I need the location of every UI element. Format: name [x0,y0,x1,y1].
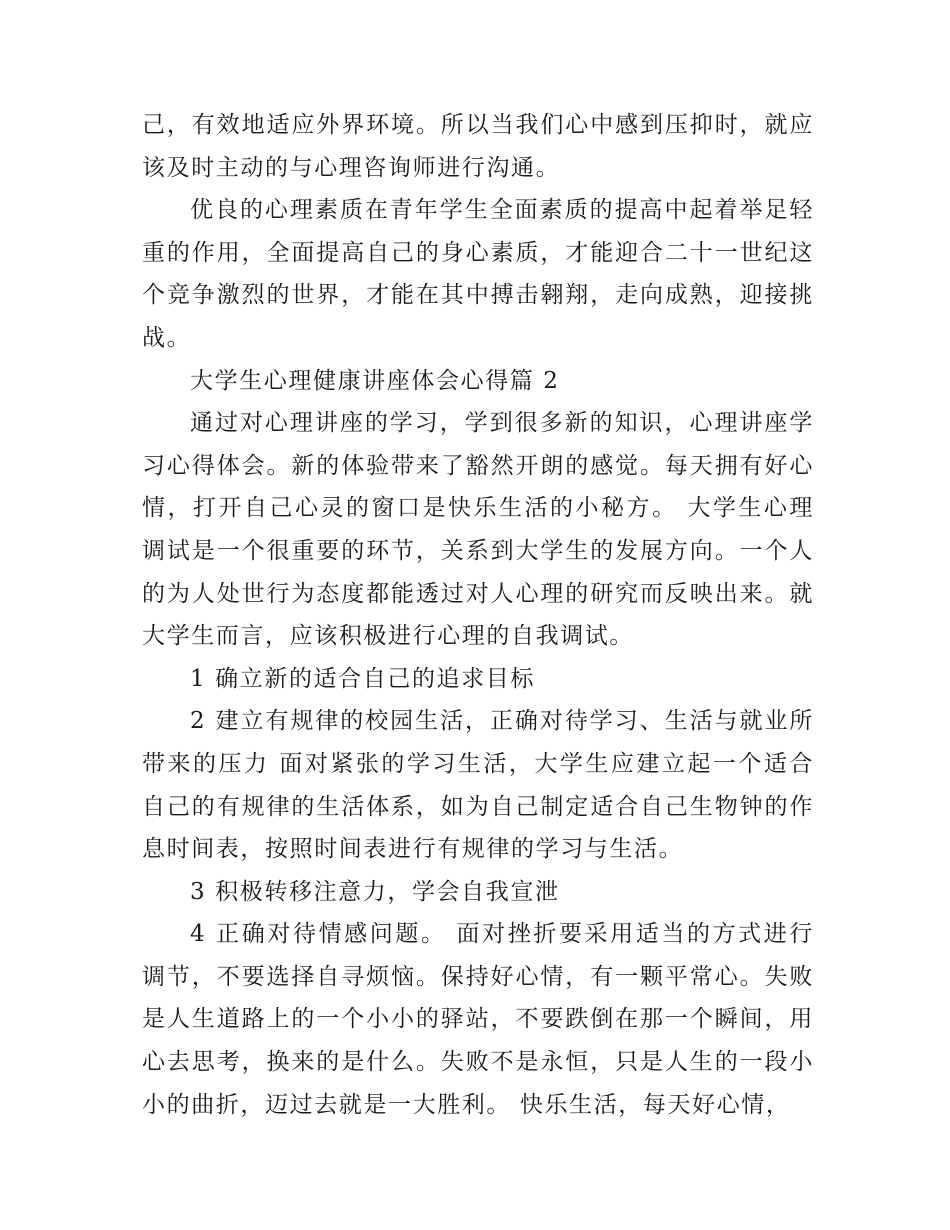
list-item-4: 4 正确对待情感问题。 面对挫折要采用适当的方式进行调节，不要选择自寻烦恼。保持好心情，有一颗平常心。失败是人生道路上的一个小小的驿站，不要跌倒在那一个瞬间，用心去思考，换来的是什么。失败不是永恒，只是人生的一段小小的曲折，迈过去就是一大胜利。 快乐生活，每天好心情， [142,921,814,1118]
paragraph-lecture-experience: 通过对心理讲座的学习，学到很多新的知识，心理讲座学习心得体会。新的体验带来了豁然开朗的感觉。每天拥有好心情，打开自己心灵的窗口是快乐生活的小秘方。 大学生心理调试是一个很重要的环节，关系到大学生的发展方向。一个人的为人处世行为态度都能透过对人心理的研究而反映出来。就大学生而言，应该积极进行心理的自我调试。 [142,410,814,650]
list-item-3: 3 积极转移注意力，学会自我宣泄 [190,878,560,905]
document-body [142,104,814,1126]
section-heading: 大学生心理健康讲座体会心得篇 2 [190,367,560,394]
paragraph-continuation: 己，有效地适应外界环境。所以当我们心中感到压抑时，就应该及时主动的与心理咨询师进行沟通。 [142,112,814,181]
paragraph-psychological-quality: 优良的心理素质在青年学生全面素质的提高中起着举足轻重的作用，全面提高自己的身心素质，才能迎合二十一世纪这个竞争激烈的世界，才能在其中搏击翱翔，走向成熟，迎接挑战。 [142,197,814,351]
list-item-1: 1 确立新的适合自己的追求目标 [190,665,535,692]
list-item-2: 2 建立有规律的校园生活，正确对待学习、生活与就业所带来的压力 面对紧张的学习生活，大学生应建立起一个适合自己的有规律的生活体系，如为自己制定适合自己生物钟的作息时间表，按照时间表进行有规律的学习与生活。 [142,708,814,863]
